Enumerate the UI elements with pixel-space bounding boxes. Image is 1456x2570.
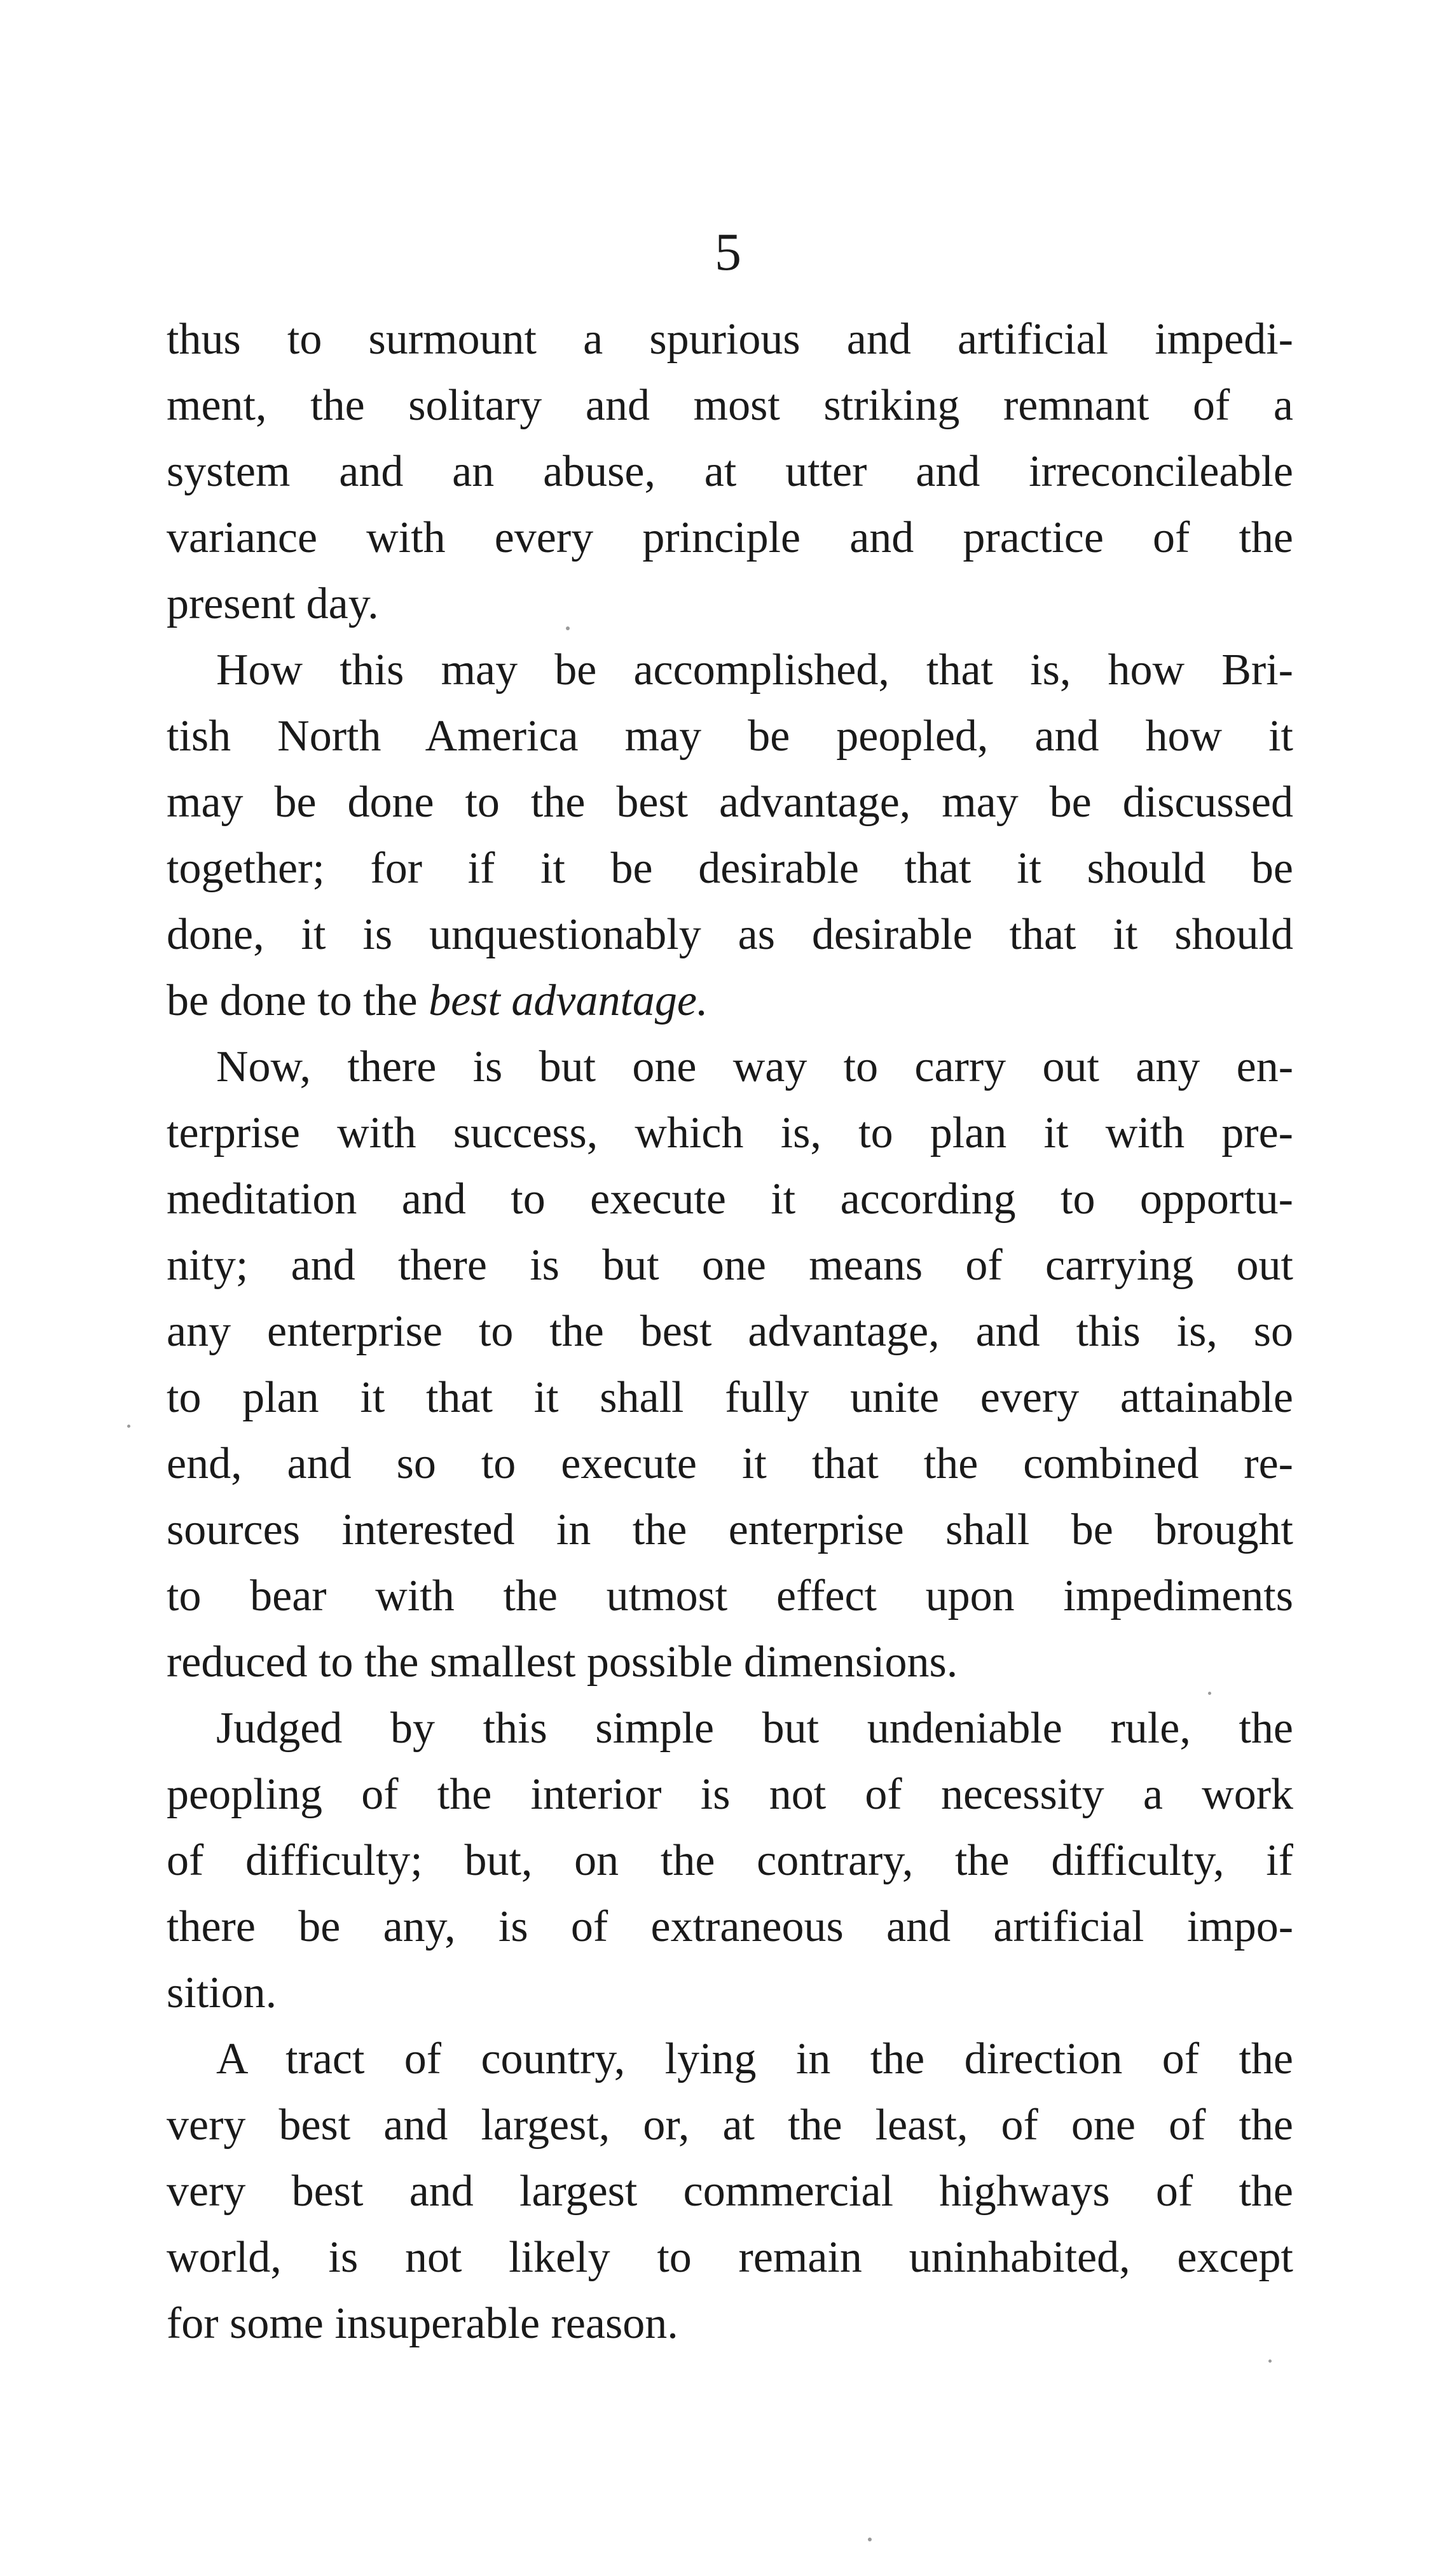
text-line: together; for if it be desirable that it should be (167, 844, 1293, 893)
text-line: nity; and there is but one means of carrying out (167, 1241, 1293, 1290)
text-line: ment, the solitary and most striking remnant of a (167, 381, 1293, 430)
emphasized-phrase: best advantage. (429, 976, 708, 1025)
text-line: terprise with success, which is, to plan it with pre- (167, 1109, 1293, 1157)
text-line: very best and largest, or, at the least, of one of the (167, 2101, 1293, 2150)
print-speck (566, 626, 570, 630)
text-run: be done to the (167, 976, 418, 1025)
text-line: meditation and to execute it according to opportu- (167, 1175, 1293, 1224)
paragraph-2 (167, 637, 1293, 1034)
text-line: of difficulty; but, on the contrary, the difficulty, if (167, 1836, 1293, 1885)
text-line: peopling of the interior is not of necessity a work (167, 1770, 1293, 1819)
text-line: variance with every principle and practice of the (167, 513, 1293, 562)
text-line: tish North America may be peopled, and how it (167, 712, 1293, 761)
paragraph-1 (167, 307, 1293, 637)
text-line: very best and largest commercial highways of the (167, 2167, 1293, 2216)
page-number: 5 (715, 223, 741, 282)
paragraph-5 (167, 2026, 1293, 2357)
text-line: done, it is unquestionably as desirable that it should (167, 910, 1293, 959)
print-speck (868, 2538, 872, 2541)
paragraph-4 (167, 1696, 1293, 2026)
text-line: sition. (167, 1968, 277, 2017)
text-line: system and an abuse, at utter and irreconcileable (167, 447, 1293, 496)
text-line: A tract of country, lying in the direction of the (216, 2035, 1293, 2083)
text-line: How this may be accomplished, that is, how Bri- (216, 646, 1293, 694)
text-line: may be done to the best advantage, may be discussed (167, 778, 1293, 827)
text-line: world, is not likely to remain uninhabited, except (167, 2233, 1293, 2282)
text-line: Judged by this simple but undeniable rule, the (216, 1704, 1293, 1753)
print-speck (127, 1425, 130, 1428)
text-line: Now, there is but one way to carry out any en- (216, 1042, 1293, 1091)
paragraph-3 (167, 1034, 1293, 1696)
text-line: for some insuperable reason. (167, 2299, 678, 2348)
body-text (167, 307, 1293, 2357)
text-line: thus to surmount a spurious and artificial impedi- (167, 315, 1293, 364)
text-line: to bear with the utmost effect upon impediments (167, 1572, 1293, 1620)
text-line: reduced to the smallest possible dimensions. (167, 1638, 958, 1687)
print-speck (1208, 1692, 1211, 1695)
text-line: any enterprise to the best advantage, and this is, so (167, 1307, 1293, 1356)
text-line: sources interested in the enterprise shall be brought (167, 1505, 1293, 1554)
text-line: to plan it that it shall fully unite every attainable (167, 1373, 1293, 1422)
text-line: there be any, is of extraneous and artificial impo- (167, 1902, 1293, 1951)
text-line: present day. (167, 579, 379, 628)
text-line: end, and so to execute it that the combined re- (167, 1439, 1293, 1488)
text-line-with-emphasis (167, 968, 1293, 1034)
print-speck (1268, 2359, 1272, 2363)
